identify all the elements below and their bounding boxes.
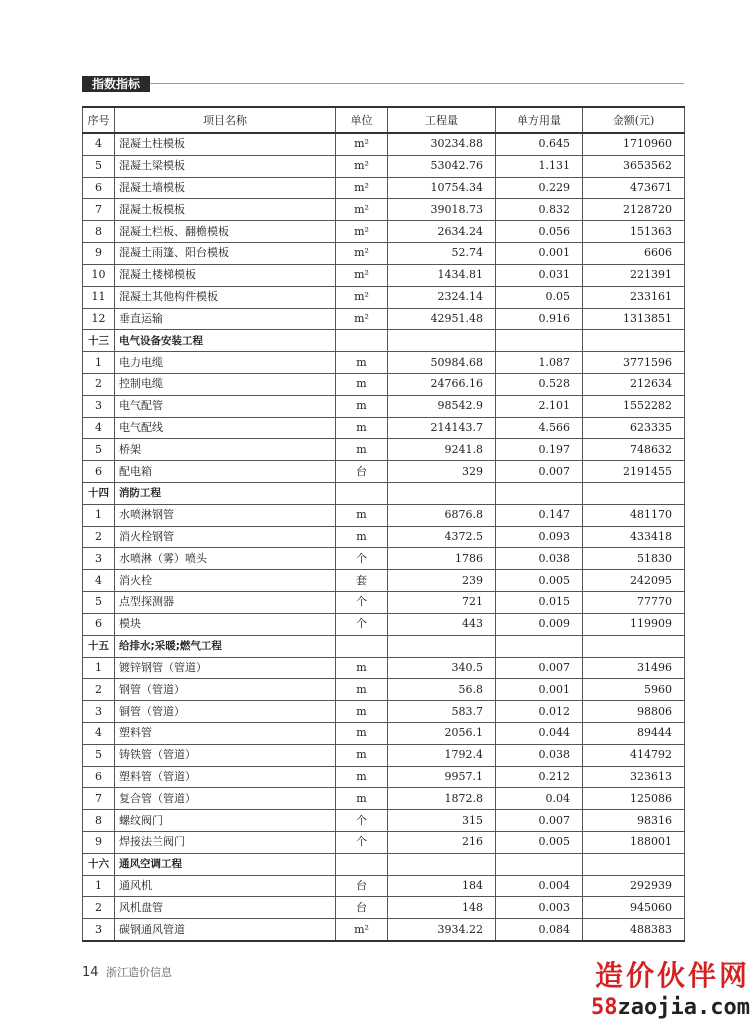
unit-cell: m²: [336, 177, 388, 199]
per-unit-cell: 0.056: [496, 221, 583, 243]
row-index: 3: [83, 395, 115, 417]
quantity-cell: 329: [388, 461, 496, 483]
per-unit-cell: 0.093: [496, 526, 583, 548]
per-unit-cell: 0.038: [496, 548, 583, 570]
per-unit-cell: 1.087: [496, 352, 583, 374]
unit-cell: m: [336, 439, 388, 461]
per-unit-cell: 0.212: [496, 766, 583, 788]
per-unit-cell: 0.084: [496, 919, 583, 941]
watermark-url-rest: zaojia.com: [617, 995, 750, 1020]
per-unit-cell: 2.101: [496, 395, 583, 417]
unit-cell: 个: [336, 548, 388, 570]
per-unit-cell: 0.003: [496, 897, 583, 919]
unit-cell: 台: [336, 875, 388, 897]
table-row: [83, 395, 685, 417]
amount-cell: 242095: [583, 570, 685, 592]
unit-cell: m: [336, 395, 388, 417]
quantity-cell: 53042.76: [388, 155, 496, 177]
table-body: [83, 133, 685, 941]
item-name: 电力电缆: [115, 352, 336, 374]
unit-cell: m²: [336, 133, 388, 155]
row-index: 8: [83, 810, 115, 832]
item-name: 给排水;采暖;燃气工程: [115, 635, 336, 657]
table-row: [83, 832, 685, 854]
item-name: 电气设备安装工程: [115, 330, 336, 352]
quantity-cell: 216: [388, 832, 496, 854]
amount-cell: 89444: [583, 722, 685, 744]
unit-cell: m: [336, 526, 388, 548]
table-row: [83, 679, 685, 701]
unit-cell: m: [336, 679, 388, 701]
row-index: 3: [83, 701, 115, 723]
item-name: 垂直运输: [115, 308, 336, 330]
quantity-cell: 1872.8: [388, 788, 496, 810]
amount-cell: [583, 853, 685, 875]
unit-cell: 个: [336, 592, 388, 614]
amount-cell: 119909: [583, 613, 685, 635]
quantity-cell: 50984.68: [388, 352, 496, 374]
amount-cell: 473671: [583, 177, 685, 199]
per-unit-cell: 0.916: [496, 308, 583, 330]
row-index: 十五: [83, 635, 115, 657]
per-unit-cell: 0.038: [496, 744, 583, 766]
item-name: 水喷淋钢管: [115, 504, 336, 526]
amount-cell: 488383: [583, 919, 685, 941]
amount-cell: 623335: [583, 417, 685, 439]
row-index: 十四: [83, 483, 115, 505]
row-index: 1: [83, 352, 115, 374]
row-index: 5: [83, 744, 115, 766]
table-row: [83, 373, 685, 395]
item-name: 电气配管: [115, 395, 336, 417]
unit-cell: m²: [336, 155, 388, 177]
index-table: [82, 106, 685, 942]
item-name: 塑料管（管道）: [115, 766, 336, 788]
amount-cell: 233161: [583, 286, 685, 308]
column-header: 单方用量: [496, 107, 583, 133]
quantity-cell: 721: [388, 592, 496, 614]
per-unit-cell: 0.007: [496, 657, 583, 679]
item-name: 铜管（管道）: [115, 701, 336, 723]
row-index: 6: [83, 461, 115, 483]
unit-cell: m: [336, 744, 388, 766]
quantity-cell: [388, 853, 496, 875]
row-index: 4: [83, 722, 115, 744]
row-index: 11: [83, 286, 115, 308]
table-row: [83, 810, 685, 832]
row-index: 4: [83, 570, 115, 592]
row-index: 2: [83, 897, 115, 919]
table-row: [83, 766, 685, 788]
quantity-cell: 239: [388, 570, 496, 592]
quantity-cell: 56.8: [388, 679, 496, 701]
table-row: [83, 657, 685, 679]
amount-cell: 292939: [583, 875, 685, 897]
quantity-cell: [388, 635, 496, 657]
row-index: 6: [83, 613, 115, 635]
item-name: 配电箱: [115, 461, 336, 483]
row-index: 4: [83, 417, 115, 439]
item-name: 消防工程: [115, 483, 336, 505]
quantity-cell: 10754.34: [388, 177, 496, 199]
section-row: [83, 635, 685, 657]
quantity-cell: 2056.1: [388, 722, 496, 744]
table-row: [83, 548, 685, 570]
per-unit-cell: 0.147: [496, 504, 583, 526]
item-name: 通风空调工程: [115, 853, 336, 875]
row-index: 1: [83, 504, 115, 526]
quantity-cell: 3934.22: [388, 919, 496, 941]
per-unit-cell: 0.015: [496, 592, 583, 614]
page-footer: [82, 964, 172, 980]
unit-cell: 个: [336, 832, 388, 854]
section-row: [83, 330, 685, 352]
table-row: [83, 199, 685, 221]
table-row: [83, 504, 685, 526]
amount-cell: [583, 330, 685, 352]
unit-cell: [336, 330, 388, 352]
unit-cell: m: [336, 373, 388, 395]
unit-cell: 台: [336, 461, 388, 483]
row-index: 9: [83, 243, 115, 265]
item-name: 控制电缆: [115, 373, 336, 395]
row-index: 1: [83, 657, 115, 679]
per-unit-cell: 0.832: [496, 199, 583, 221]
quantity-cell: 24766.16: [388, 373, 496, 395]
unit-cell: [336, 635, 388, 657]
amount-cell: 414792: [583, 744, 685, 766]
table-row: [83, 221, 685, 243]
per-unit-cell: 4.566: [496, 417, 583, 439]
per-unit-cell: [496, 483, 583, 505]
quantity-cell: [388, 483, 496, 505]
row-index: 十六: [83, 853, 115, 875]
row-index: 2: [83, 526, 115, 548]
column-header: 金额(元): [583, 107, 685, 133]
item-name: 混凝土楼梯模板: [115, 264, 336, 286]
row-index: 5: [83, 439, 115, 461]
header-divider: [150, 83, 684, 84]
item-name: 钢管（管道）: [115, 679, 336, 701]
per-unit-cell: 0.645: [496, 133, 583, 155]
item-name: 混凝土其他构件模板: [115, 286, 336, 308]
quantity-cell: 9241.8: [388, 439, 496, 461]
per-unit-cell: 1.131: [496, 155, 583, 177]
table-row: [83, 613, 685, 635]
item-name: 消火栓钢管: [115, 526, 336, 548]
table-row: [83, 722, 685, 744]
amount-cell: 481170: [583, 504, 685, 526]
per-unit-cell: 0.001: [496, 243, 583, 265]
per-unit-cell: 0.001: [496, 679, 583, 701]
table-row: [83, 352, 685, 374]
per-unit-cell: 0.005: [496, 570, 583, 592]
unit-cell: m²: [336, 919, 388, 941]
item-name: 水喷淋（雾）喷头: [115, 548, 336, 570]
item-name: 混凝土梁模板: [115, 155, 336, 177]
amount-cell: 433418: [583, 526, 685, 548]
per-unit-cell: 0.044: [496, 722, 583, 744]
unit-cell: m: [336, 788, 388, 810]
unit-cell: [336, 483, 388, 505]
table-header-row: [83, 107, 685, 133]
unit-cell: 台: [336, 897, 388, 919]
item-name: 混凝土墙模板: [115, 177, 336, 199]
page-number: 14: [82, 965, 99, 980]
item-name: 碳钢通风管道: [115, 919, 336, 941]
unit-cell: m: [336, 657, 388, 679]
per-unit-cell: 0.009: [496, 613, 583, 635]
column-header: 单位: [336, 107, 388, 133]
quantity-cell: 98542.9: [388, 395, 496, 417]
row-index: 10: [83, 264, 115, 286]
table-row: [83, 155, 685, 177]
row-index: 7: [83, 199, 115, 221]
item-name: 螺纹阀门: [115, 810, 336, 832]
row-index: 9: [83, 832, 115, 854]
amount-cell: 945060: [583, 897, 685, 919]
table-row: [83, 286, 685, 308]
quantity-cell: 184: [388, 875, 496, 897]
quantity-cell: 6876.8: [388, 504, 496, 526]
row-index: 2: [83, 679, 115, 701]
quantity-cell: 1434.81: [388, 264, 496, 286]
row-index: 5: [83, 592, 115, 614]
quantity-cell: 42951.48: [388, 308, 496, 330]
quantity-cell: 30234.88: [388, 133, 496, 155]
per-unit-cell: [496, 330, 583, 352]
item-name: 混凝土雨篷、阳台模板: [115, 243, 336, 265]
table-row: [83, 177, 685, 199]
per-unit-cell: 0.012: [496, 701, 583, 723]
per-unit-cell: 0.197: [496, 439, 583, 461]
quantity-cell: [388, 330, 496, 352]
quantity-cell: 9957.1: [388, 766, 496, 788]
unit-cell: m: [336, 722, 388, 744]
item-name: 混凝土板模板: [115, 199, 336, 221]
quantity-cell: 2324.14: [388, 286, 496, 308]
quantity-cell: 4372.5: [388, 526, 496, 548]
item-name: 混凝土柱模板: [115, 133, 336, 155]
per-unit-cell: 0.007: [496, 810, 583, 832]
quantity-cell: 1792.4: [388, 744, 496, 766]
amount-cell: 2128720: [583, 199, 685, 221]
amount-cell: 98316: [583, 810, 685, 832]
quantity-cell: 443: [388, 613, 496, 635]
unit-cell: m²: [336, 264, 388, 286]
unit-cell: 个: [336, 810, 388, 832]
amount-cell: 748632: [583, 439, 685, 461]
table-row: [83, 439, 685, 461]
item-name: 铸铁管（管道）: [115, 744, 336, 766]
column-header: 序号: [83, 107, 115, 133]
item-name: 风机盘管: [115, 897, 336, 919]
quantity-cell: 1786: [388, 548, 496, 570]
table-row: [83, 701, 685, 723]
table-row: [83, 592, 685, 614]
row-index: 十三: [83, 330, 115, 352]
unit-cell: 套: [336, 570, 388, 592]
per-unit-cell: 0.05: [496, 286, 583, 308]
table-row: [83, 243, 685, 265]
amount-cell: 98806: [583, 701, 685, 723]
row-index: 5: [83, 155, 115, 177]
column-header: 工程量: [388, 107, 496, 133]
per-unit-cell: 0.007: [496, 461, 583, 483]
quantity-cell: 340.5: [388, 657, 496, 679]
unit-cell: m: [336, 701, 388, 723]
item-name: 电气配线: [115, 417, 336, 439]
amount-cell: 1710960: [583, 133, 685, 155]
amount-cell: 151363: [583, 221, 685, 243]
per-unit-cell: 0.031: [496, 264, 583, 286]
table-row: [83, 744, 685, 766]
table-row: [83, 919, 685, 941]
item-name: 桥架: [115, 439, 336, 461]
table-row: [83, 788, 685, 810]
per-unit-cell: 0.229: [496, 177, 583, 199]
quantity-cell: 148: [388, 897, 496, 919]
item-name: 混凝土栏板、翻檐模板: [115, 221, 336, 243]
item-name: 焊接法兰阀门: [115, 832, 336, 854]
per-unit-cell: [496, 853, 583, 875]
item-name: 模块: [115, 613, 336, 635]
unit-cell: m²: [336, 243, 388, 265]
row-index: 3: [83, 548, 115, 570]
amount-cell: [583, 483, 685, 505]
table-row: [83, 417, 685, 439]
per-unit-cell: 0.004: [496, 875, 583, 897]
watermark-title: 造价伙伴网: [594, 959, 750, 992]
amount-cell: 31496: [583, 657, 685, 679]
index-table-container: [82, 106, 684, 942]
row-index: 12: [83, 308, 115, 330]
per-unit-cell: 0.528: [496, 373, 583, 395]
unit-cell: [336, 853, 388, 875]
item-name: 消火栓: [115, 570, 336, 592]
quantity-cell: 39018.73: [388, 199, 496, 221]
table-row: [83, 897, 685, 919]
table-row: [83, 570, 685, 592]
watermark: [591, 958, 750, 1022]
table-row: [83, 526, 685, 548]
row-index: 7: [83, 788, 115, 810]
per-unit-cell: 0.005: [496, 832, 583, 854]
row-index: 2: [83, 373, 115, 395]
quantity-cell: 214143.7: [388, 417, 496, 439]
item-name: 复合管（管道）: [115, 788, 336, 810]
watermark-url-prefix: 58: [591, 995, 618, 1020]
unit-cell: m: [336, 766, 388, 788]
amount-cell: 221391: [583, 264, 685, 286]
item-name: 通风机: [115, 875, 336, 897]
amount-cell: 77770: [583, 592, 685, 614]
table-row: [83, 875, 685, 897]
quantity-cell: 315: [388, 810, 496, 832]
row-index: 8: [83, 221, 115, 243]
publication-name: 浙江造价信息: [106, 966, 173, 979]
quantity-cell: 583.7: [388, 701, 496, 723]
item-name: 塑料管: [115, 722, 336, 744]
unit-cell: m²: [336, 221, 388, 243]
unit-cell: m: [336, 417, 388, 439]
unit-cell: m²: [336, 199, 388, 221]
amount-cell: 3771596: [583, 352, 685, 374]
unit-cell: m²: [336, 308, 388, 330]
unit-cell: 个: [336, 613, 388, 635]
amount-cell: 1552282: [583, 395, 685, 417]
amount-cell: 1313851: [583, 308, 685, 330]
amount-cell: 125086: [583, 788, 685, 810]
row-index: 6: [83, 766, 115, 788]
watermark-url: [591, 994, 750, 1022]
section-row: [83, 853, 685, 875]
quantity-cell: 2634.24: [388, 221, 496, 243]
column-header: 项目名称: [115, 107, 336, 133]
quantity-cell: 52.74: [388, 243, 496, 265]
unit-cell: m: [336, 504, 388, 526]
amount-cell: 323613: [583, 766, 685, 788]
row-index: 6: [83, 177, 115, 199]
per-unit-cell: 0.04: [496, 788, 583, 810]
unit-cell: m²: [336, 286, 388, 308]
section-label: 指数指标: [82, 76, 150, 92]
item-name: 镀锌钢管（管道）: [115, 657, 336, 679]
section-row: [83, 483, 685, 505]
amount-cell: 2191455: [583, 461, 685, 483]
item-name: 点型探测器: [115, 592, 336, 614]
amount-cell: 188001: [583, 832, 685, 854]
amount-cell: [583, 635, 685, 657]
per-unit-cell: [496, 635, 583, 657]
amount-cell: 212634: [583, 373, 685, 395]
row-index: 4: [83, 133, 115, 155]
table-row: [83, 308, 685, 330]
table-row: [83, 133, 685, 155]
row-index: 1: [83, 875, 115, 897]
amount-cell: 51830: [583, 548, 685, 570]
amount-cell: 3653562: [583, 155, 685, 177]
amount-cell: 6606: [583, 243, 685, 265]
table-row: [83, 461, 685, 483]
table-row: [83, 264, 685, 286]
unit-cell: m: [336, 352, 388, 374]
row-index: 3: [83, 919, 115, 941]
amount-cell: 5960: [583, 679, 685, 701]
